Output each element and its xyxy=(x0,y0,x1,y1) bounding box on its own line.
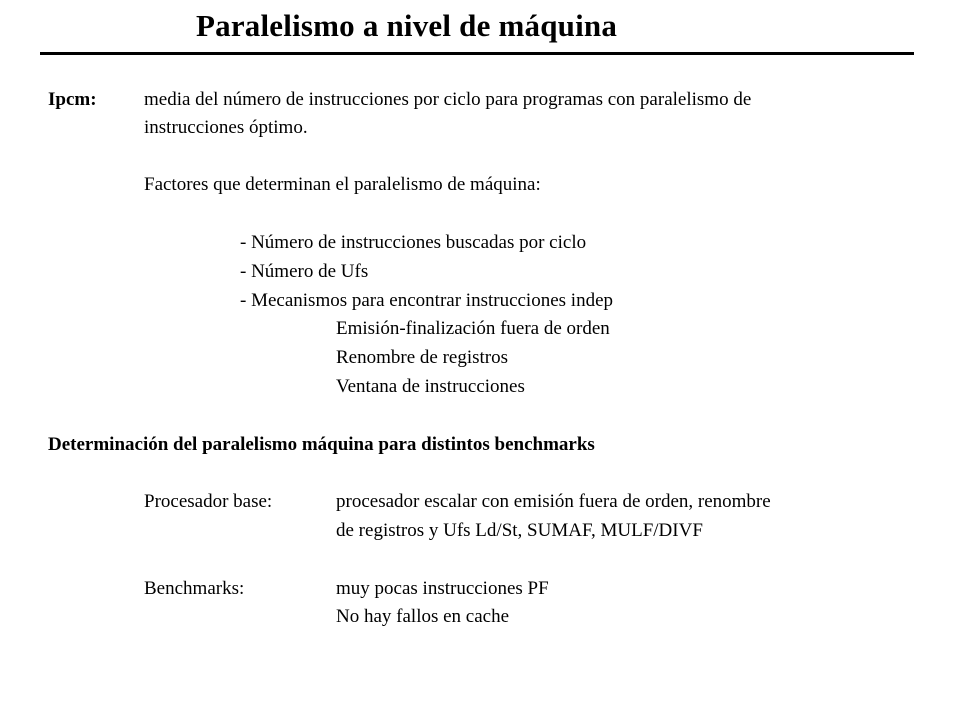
mechanism-item: Renombre de registros xyxy=(336,347,509,368)
factors-heading: Factores que determinan el paralelismo de máquina: xyxy=(144,174,541,195)
base-processor-line-2: de registros y Ufs Ld/St, SUMAF, MULF/DIVF xyxy=(336,520,703,541)
mechanism-item: Ventana de instrucciones xyxy=(336,376,525,397)
mechanism-item: Emisión-finalización fuera de orden xyxy=(336,318,610,339)
benchmarks-line-2: No hay fallos en cache xyxy=(336,606,510,627)
ipcm-definition-line-1: media del número de instrucciones por ciclo para programas con paralelismo de xyxy=(144,89,752,110)
benchmarks-line-1: muy pocas instrucciones PF xyxy=(336,578,549,599)
title-divider xyxy=(40,52,914,55)
page-title: Paralelismo a nivel de máquina xyxy=(196,8,618,43)
base-processor-label: Procesador base: xyxy=(144,491,273,512)
factor-item: - Número de instrucciones buscadas por ciclo xyxy=(240,232,587,253)
benchmarks-heading: Determinación del paralelismo máquina para distintos benchmarks xyxy=(48,434,595,455)
ipcm-label: Ipcm: xyxy=(48,89,97,110)
ipcm-definition-line-2: instrucciones óptimo. xyxy=(144,117,308,138)
base-processor-line-1: procesador escalar con emisión fuera de orden, renombre xyxy=(336,491,771,512)
factor-item: - Número de Ufs xyxy=(240,261,369,282)
benchmarks-label: Benchmarks: xyxy=(144,578,245,599)
factor-item: - Mecanismos para encontrar instrucciones indep xyxy=(240,290,614,311)
